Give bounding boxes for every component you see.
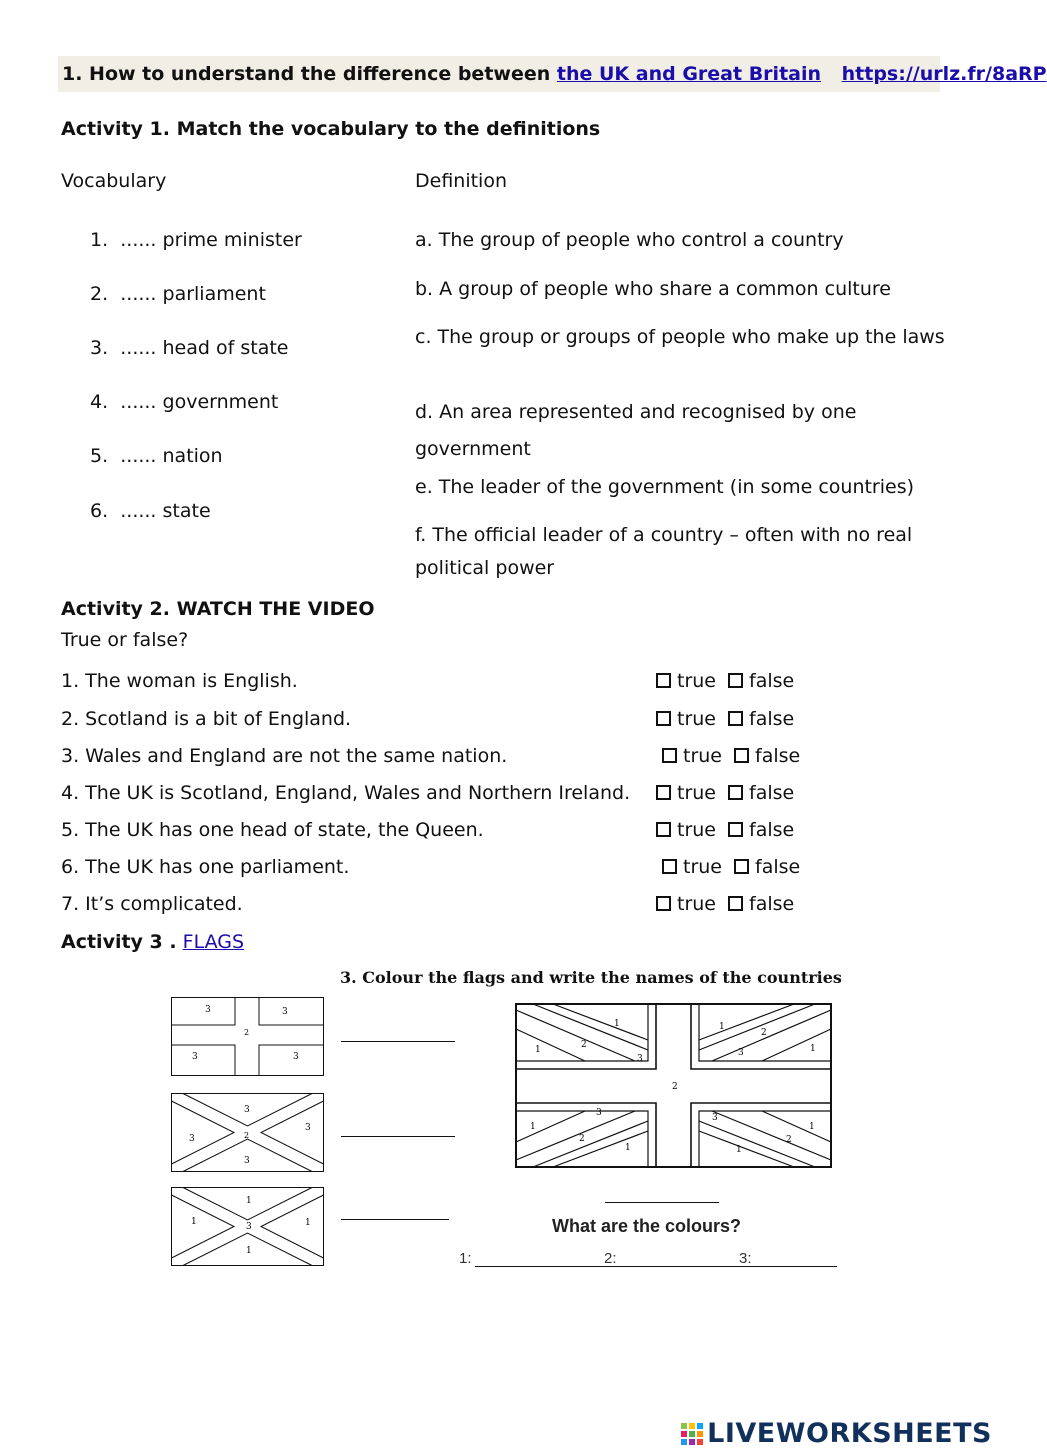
flag-number: 2 — [761, 1028, 767, 1038]
definition-b: b. A group of people who share a common culture — [415, 278, 891, 300]
false-label: false — [755, 745, 801, 767]
flag-number: 1 — [305, 1218, 311, 1228]
vocab-num: 4. — [90, 391, 109, 413]
flag-number: 1 — [535, 1045, 541, 1055]
vocab-item — [90, 391, 278, 413]
vocab-item — [90, 445, 223, 467]
false-checkbox[interactable] — [728, 822, 743, 837]
flag-number: 1 — [246, 1246, 252, 1256]
definition-d-line1: d. An area represented and recognised by one — [415, 401, 857, 423]
activity3-title: Activity 3 . — [61, 931, 177, 953]
false-checkbox[interactable] — [728, 673, 743, 688]
flag-number: 2 — [581, 1040, 587, 1050]
false-checkbox[interactable] — [734, 748, 749, 763]
true-checkbox[interactable] — [656, 822, 671, 837]
vocab-text: ...... prime minister — [120, 229, 302, 251]
true-label: true — [677, 670, 716, 692]
flag-number: 3 — [738, 1048, 744, 1058]
tf-statement: 6. The UK has one parliament. — [61, 856, 350, 878]
tf-options — [656, 819, 794, 841]
header-line — [62, 63, 1047, 85]
false-label: false — [749, 782, 795, 804]
flag-number: 3 — [637, 1054, 643, 1064]
true-checkbox[interactable] — [656, 896, 671, 911]
false-label: false — [749, 893, 795, 915]
flag-number: 3 — [189, 1134, 195, 1144]
tf-statement: 3. Wales and England are not the same nation. — [61, 745, 508, 767]
flag-number: 2 — [244, 1131, 250, 1140]
colour-label-2: 2: — [604, 1250, 617, 1267]
true-checkbox[interactable] — [656, 711, 671, 726]
definition-d-line2: government — [415, 438, 531, 460]
liveworksheets-logo — [681, 1418, 992, 1449]
vocab-item — [90, 283, 266, 305]
flag-number: 1 — [530, 1122, 536, 1132]
flag-number: 1 — [191, 1217, 197, 1227]
true-label: true — [677, 782, 716, 804]
flag-number: 3 — [293, 1052, 299, 1062]
true-checkbox[interactable] — [662, 859, 677, 874]
vocab-num: 3. — [90, 337, 109, 359]
vocab-text: ...... state — [120, 500, 211, 522]
flag-number: 3 — [596, 1108, 602, 1118]
logo-text: LIVEWORKSHEETS — [707, 1418, 992, 1449]
false-label: false — [749, 819, 795, 841]
flag-number: 3 — [192, 1052, 198, 1062]
tf-options — [656, 782, 794, 804]
flag-number: 3 — [205, 1005, 211, 1015]
logo-icon — [681, 1423, 703, 1445]
flag-number: 1 — [625, 1143, 631, 1153]
false-checkbox[interactable] — [728, 785, 743, 800]
tf-statement: 5. The UK has one head of state, the Queen. — [61, 819, 484, 841]
answer-line[interactable] — [341, 1041, 455, 1042]
flag-number: 3 — [305, 1123, 311, 1133]
vocab-text: ...... government — [120, 391, 279, 413]
vocab-text: ...... nation — [120, 445, 223, 467]
vocab-item — [90, 229, 302, 251]
vocab-heading: Vocabulary — [61, 170, 167, 192]
vocab-num: 1. — [90, 229, 109, 251]
tf-statement: 2. Scotland is a bit of England. — [61, 708, 352, 730]
england-flag — [171, 997, 324, 1076]
flag-number: 3 — [246, 1222, 252, 1232]
flag-number: 2 — [244, 1028, 250, 1037]
vocab-item — [90, 500, 211, 522]
answer-line[interactable] — [341, 1219, 449, 1220]
true-checkbox[interactable] — [656, 673, 671, 688]
tf-options — [656, 708, 794, 730]
definition-f-line1: f. The official leader of a country – often with no real — [415, 524, 913, 546]
flag-number: 3 — [244, 1156, 250, 1166]
tf-statement: 4. The UK is Scotland, England, Wales and Northern Ireland. — [61, 782, 631, 804]
colour-label-3: 3: — [739, 1250, 752, 1267]
flag-number: 3 — [244, 1105, 250, 1115]
false-checkbox[interactable] — [734, 859, 749, 874]
false-checkbox[interactable] — [728, 711, 743, 726]
flag-number: 2 — [786, 1135, 792, 1145]
vocab-text: ...... parliament — [120, 283, 266, 305]
answer-line[interactable] — [605, 1202, 719, 1203]
true-label: true — [677, 893, 716, 915]
tf-statement: 7. It’s complicated. — [61, 893, 243, 915]
tf-options — [662, 856, 800, 878]
activity3-instruction: 3. Colour the flags and write the names of the countries — [340, 968, 842, 987]
flag-number: 2 — [579, 1134, 585, 1144]
colour-answer-line[interactable] — [475, 1266, 837, 1267]
activity2-title: Activity 2. WATCH THE VIDEO — [61, 598, 375, 620]
true-label: true — [677, 819, 716, 841]
activity2-subtitle: True or false? — [61, 629, 189, 651]
union-jack-flag — [515, 1003, 832, 1168]
true-label: true — [683, 745, 722, 767]
colours-question: What are the colours? — [552, 1216, 742, 1236]
definition-e: e. The leader of the government (in some countries) — [415, 476, 915, 498]
tf-statement: 1. The woman is English. — [61, 670, 298, 692]
definition-c: c. The group or groups of people who make up the laws — [415, 326, 945, 348]
tf-options — [656, 670, 794, 692]
flag-number: 2 — [672, 1082, 678, 1092]
false-label: false — [755, 856, 801, 878]
false-label: false — [749, 670, 795, 692]
flag-number: 1 — [809, 1122, 815, 1132]
vocab-num: 5. — [90, 445, 109, 467]
activity1-title: Activity 1. Match the vocabulary to the definitions — [61, 118, 601, 140]
scotland-flag — [171, 1093, 324, 1172]
flag-number: 1 — [719, 1022, 725, 1032]
vocab-text: ...... head of state — [120, 337, 289, 359]
answer-line[interactable] — [341, 1136, 455, 1137]
vocab-num: 6. — [90, 500, 109, 522]
definition-heading: Definition — [415, 170, 508, 192]
definition-a: a. The group of people who control a country — [415, 229, 844, 251]
flag-number: 3 — [282, 1007, 288, 1017]
tf-options — [656, 893, 794, 915]
flags-link[interactable]: FLAGS — [182, 931, 245, 953]
false-checkbox[interactable] — [728, 896, 743, 911]
true-label: true — [677, 708, 716, 730]
flag-number: 1 — [614, 1019, 620, 1029]
definition-f-line2: political power — [415, 557, 555, 579]
colour-label-1: 1: — [459, 1250, 472, 1267]
flag-number: 1 — [810, 1044, 816, 1054]
false-label: false — [749, 708, 795, 730]
header-prefix: 1. How to understand the difference between — [62, 63, 551, 85]
flag-number: 3 — [712, 1113, 718, 1123]
vocab-num: 2. — [90, 283, 109, 305]
tf-options — [662, 745, 800, 767]
header-link[interactable]: the UK and Great Britain — [556, 63, 822, 85]
true-checkbox[interactable] — [656, 785, 671, 800]
activity3-heading — [61, 931, 244, 953]
flag-number: 1 — [736, 1145, 742, 1155]
true-checkbox[interactable] — [662, 748, 677, 763]
flag-number: 1 — [246, 1196, 252, 1206]
true-label: true — [683, 856, 722, 878]
header-url[interactable]: https://urlz.fr/8aRP — [841, 63, 1047, 85]
vocab-item — [90, 337, 288, 359]
saltire-flag — [171, 1187, 324, 1266]
